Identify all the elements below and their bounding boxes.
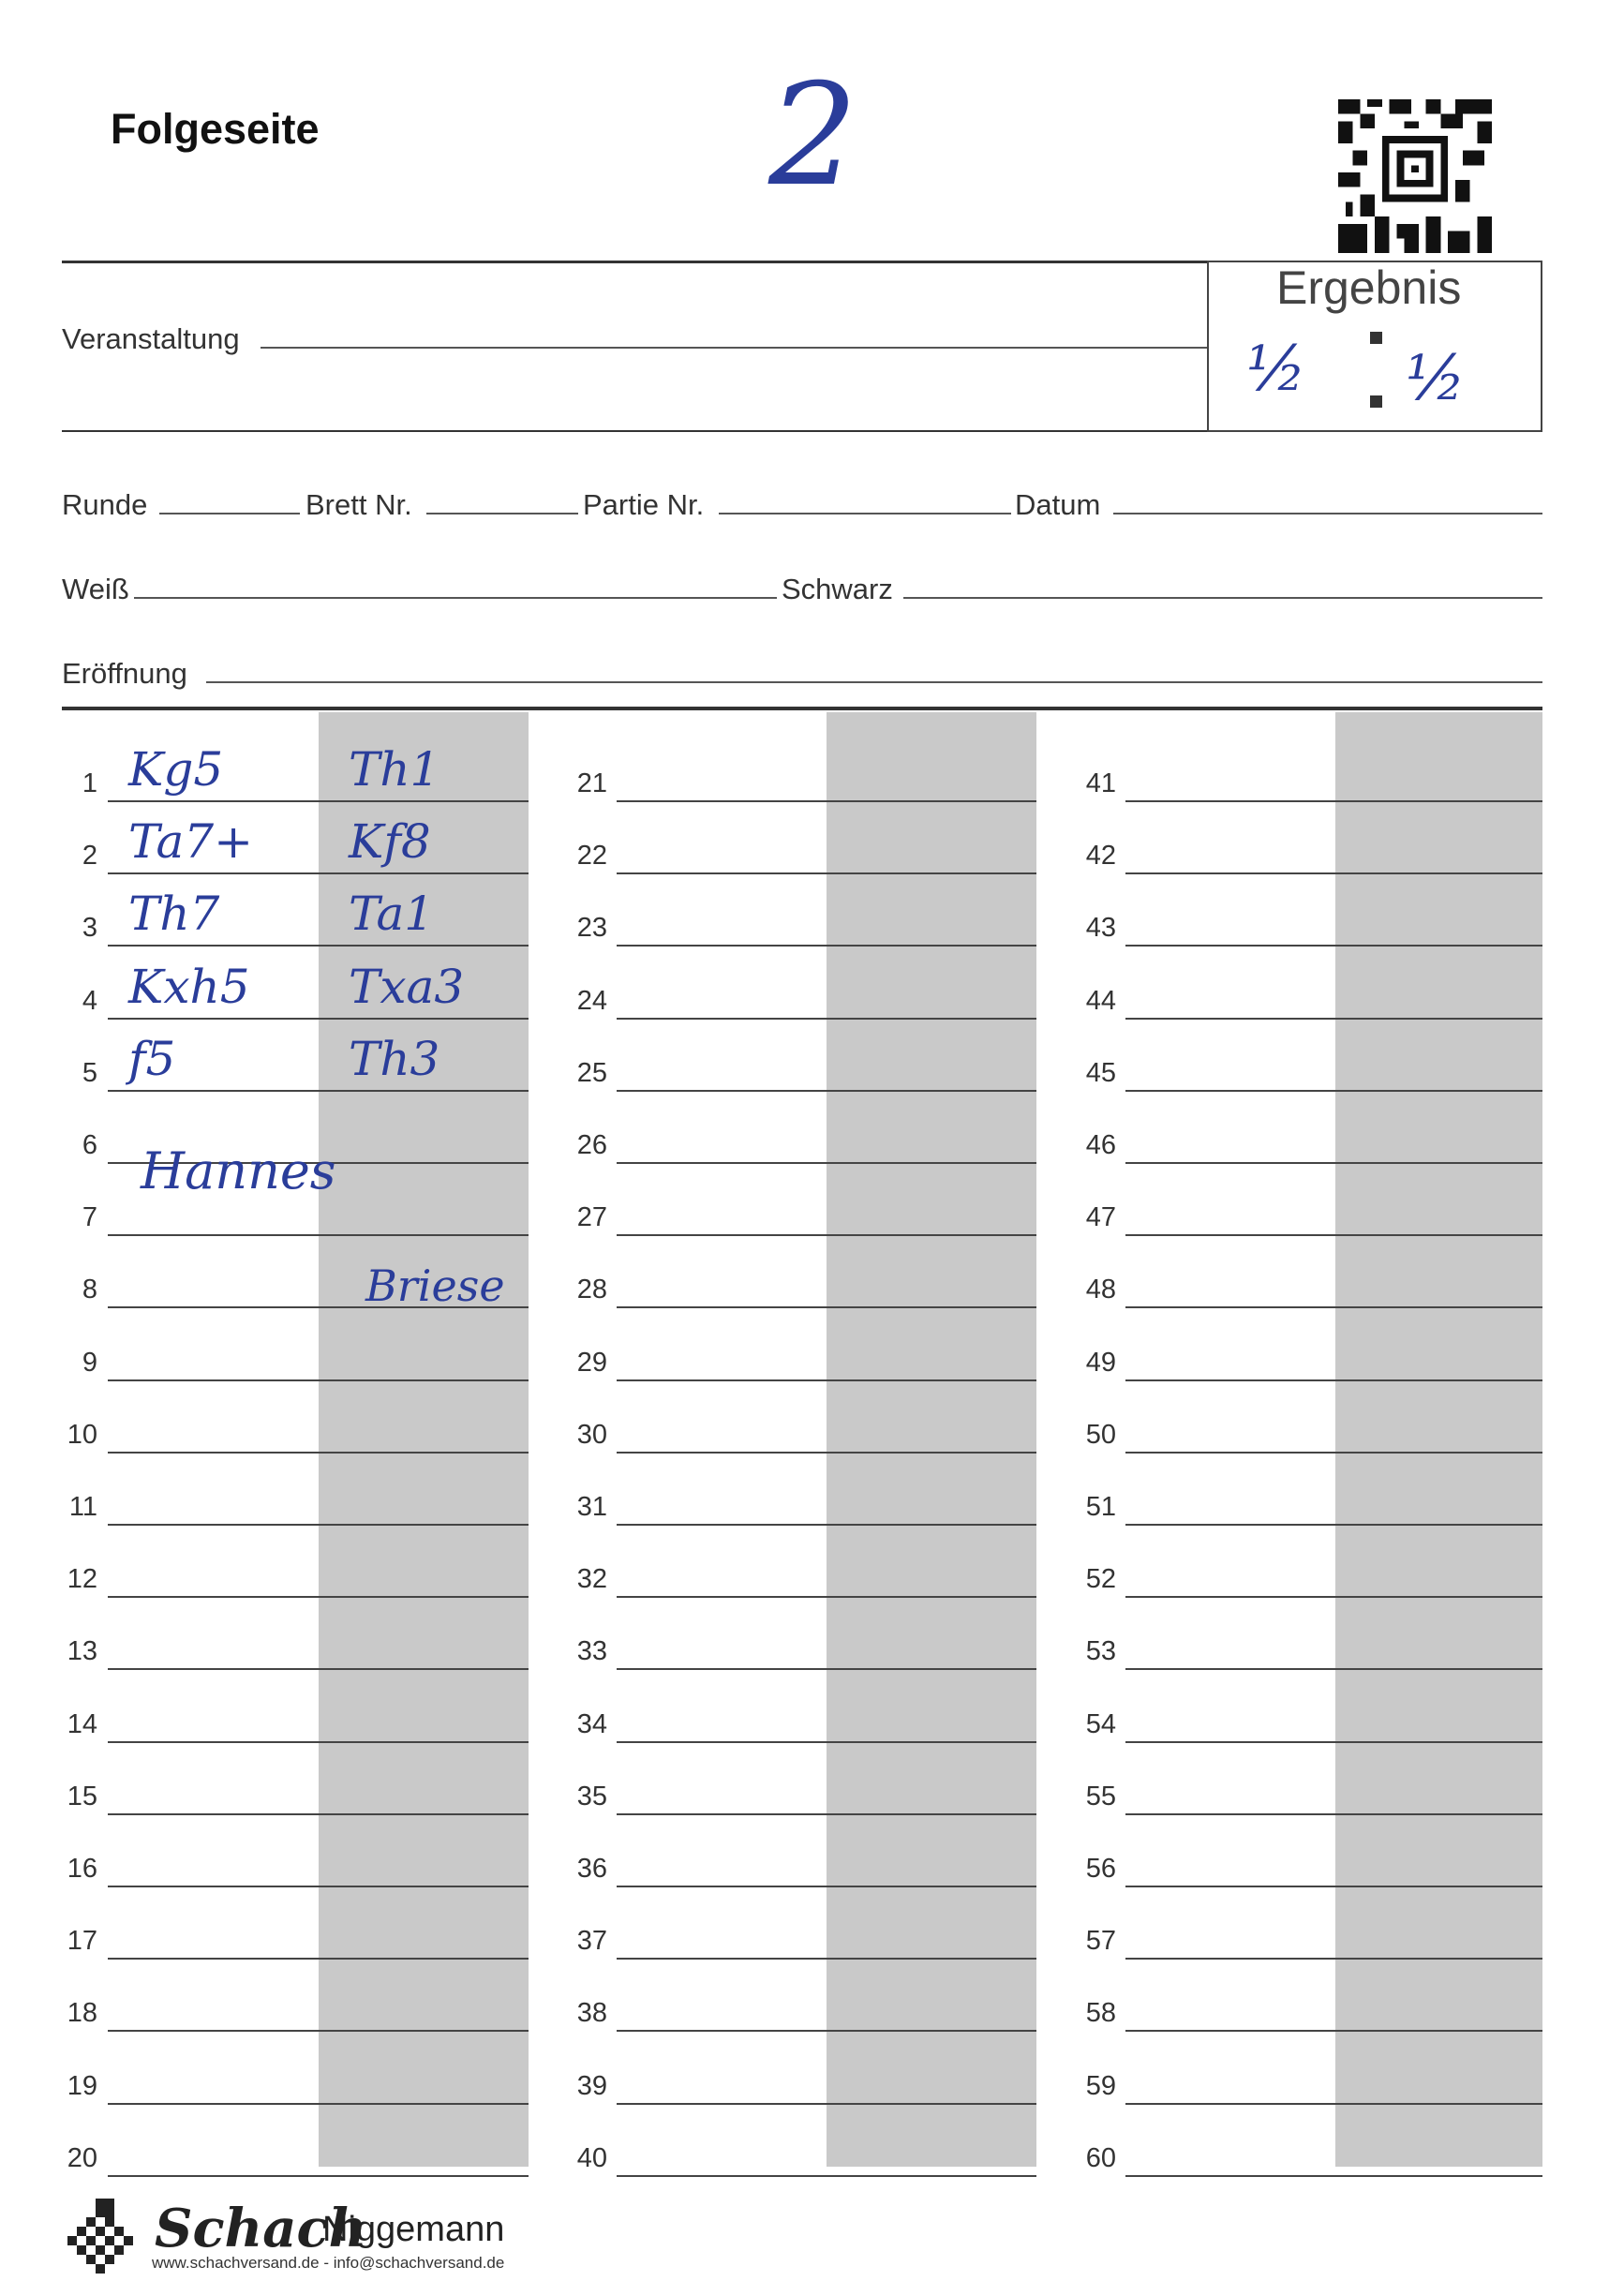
schwarz-field[interactable] [903, 597, 1542, 599]
move-row-line [108, 2175, 529, 2177]
move-number: 10 [67, 1420, 97, 1450]
move-row-line [108, 2030, 529, 2032]
move-number: 2 [82, 841, 97, 871]
move-row-line [617, 1596, 1036, 1598]
move-number: 16 [67, 1854, 97, 1884]
runde-field[interactable] [159, 513, 300, 514]
move-number: 53 [1085, 1636, 1116, 1666]
move-row-line [617, 1452, 1036, 1454]
header-bottom-rule [62, 430, 1207, 432]
result-white-score[interactable]: ½ [1246, 333, 1306, 405]
black-moves-shade-col-2 [827, 712, 1036, 2167]
white-move[interactable]: Th7 [128, 887, 220, 941]
move-row-line [108, 2103, 529, 2105]
runde-label: Runde [62, 488, 148, 521]
result-black-score[interactable]: ½ [1406, 342, 1466, 414]
move-number: 51 [1085, 1492, 1116, 1522]
move-number: 37 [576, 1926, 607, 1956]
footer-brand: Schach [155, 2198, 367, 2259]
move-number: 25 [576, 1058, 607, 1088]
move-row-line [617, 2103, 1036, 2105]
move-number: 50 [1085, 1420, 1116, 1450]
move-number: 24 [576, 986, 607, 1016]
move-row-line [108, 1596, 529, 1598]
move-number: 42 [1085, 841, 1116, 871]
move-number: 23 [576, 913, 607, 943]
move-row-line [617, 1162, 1036, 1164]
move-row-line [617, 1090, 1036, 1092]
move-number: 39 [576, 2071, 607, 2101]
move-row-line [108, 1524, 529, 1526]
move-row-line [108, 1379, 529, 1381]
moves-table-top-rule [62, 707, 1542, 710]
eroeffnung-field[interactable] [206, 681, 1542, 683]
move-number: 33 [576, 1636, 607, 1666]
white-move[interactable]: Kxh5 [128, 960, 250, 1014]
move-number: 17 [67, 1926, 97, 1956]
move-row-line [1125, 872, 1542, 874]
partie-field[interactable] [719, 513, 1011, 514]
move-row-line [1125, 1018, 1542, 1020]
footer-contact: www.schachversand.de - info@schachversand.de [152, 2254, 505, 2272]
move-number: 18 [67, 1998, 97, 2028]
move-row-line [108, 1958, 529, 1960]
white-player-signature: Hannes [141, 1141, 336, 1200]
move-row-line [1125, 1452, 1542, 1454]
schwarz-label: Schwarz [782, 573, 893, 605]
page-title: Folgeseite [111, 105, 320, 153]
move-row-line [1125, 1306, 1542, 1308]
move-row-line [1125, 1162, 1542, 1164]
move-row-line [1125, 1741, 1542, 1743]
white-move[interactable]: Kg5 [128, 742, 224, 797]
move-number: 38 [576, 1998, 607, 2028]
move-row-line [617, 1524, 1036, 1526]
result-label: Ergebnis [1276, 261, 1462, 314]
move-number: 26 [576, 1130, 607, 1160]
move-row-line [1125, 1668, 1542, 1670]
move-number: 1 [82, 768, 97, 798]
move-row-line [617, 2175, 1036, 2177]
move-row-line [617, 1306, 1036, 1308]
move-number: 44 [1085, 986, 1116, 1016]
move-row-line [1125, 1958, 1542, 1960]
move-number: 19 [67, 2071, 97, 2101]
move-number: 12 [67, 1564, 97, 1594]
move-number: 20 [67, 2143, 97, 2173]
move-row-line [617, 1379, 1036, 1381]
move-row-line [617, 2030, 1036, 2032]
handwritten-page-number: 2 [768, 54, 858, 217]
move-number: 32 [576, 1564, 607, 1594]
move-number: 45 [1085, 1058, 1116, 1088]
move-row-line [617, 1668, 1036, 1670]
datum-field[interactable] [1113, 513, 1542, 514]
move-number: 59 [1085, 2071, 1116, 2101]
move-number: 31 [576, 1492, 607, 1522]
move-number: 52 [1085, 1564, 1116, 1594]
qr-code-icon [1338, 99, 1492, 253]
move-number: 28 [576, 1275, 607, 1305]
move-row-line [108, 1813, 529, 1815]
move-row-line [108, 1886, 529, 1887]
brett-field[interactable] [426, 513, 578, 514]
move-number: 48 [1085, 1275, 1116, 1305]
move-number: 58 [1085, 1998, 1116, 2028]
move-row-line [1125, 1813, 1542, 1815]
move-row-line [617, 1741, 1036, 1743]
move-row-line [108, 1234, 529, 1236]
brett-label: Brett Nr. [305, 488, 412, 521]
datum-label: Datum [1015, 488, 1101, 521]
move-number: 11 [68, 1492, 97, 1522]
move-number: 54 [1085, 1709, 1116, 1739]
move-number: 8 [82, 1275, 97, 1305]
move-number: 3 [82, 913, 97, 943]
black-move[interactable]: Txa3 [349, 960, 465, 1014]
move-row-line [617, 1958, 1036, 1960]
chess-board-logo-icon [67, 2199, 142, 2274]
move-row-line [1125, 1596, 1542, 1598]
move-number: 15 [67, 1782, 97, 1811]
move-number: 35 [576, 1782, 607, 1811]
move-number: 46 [1085, 1130, 1116, 1160]
move-number: 47 [1085, 1202, 1116, 1232]
move-row-line [1125, 1886, 1542, 1887]
move-row-line [108, 800, 529, 802]
move-number: 6 [82, 1130, 97, 1160]
black-move[interactable]: Th1 [349, 742, 440, 797]
white-move[interactable]: Ta7+ [128, 814, 253, 869]
move-row-line [108, 1741, 529, 1743]
move-number: 56 [1085, 1854, 1116, 1884]
move-number: 29 [576, 1348, 607, 1378]
move-row-line [1125, 1234, 1542, 1236]
move-number: 40 [576, 2143, 607, 2173]
weiss-label: Weiß [62, 573, 129, 605]
move-row-line [617, 1813, 1036, 1815]
move-number: 34 [576, 1709, 607, 1739]
move-row-line [1125, 2175, 1542, 2177]
move-row-line [617, 1234, 1036, 1236]
black-move[interactable]: Ta1 [349, 887, 435, 941]
move-row-line [1125, 800, 1542, 802]
move-row-line [617, 872, 1036, 874]
move-number: 60 [1085, 2143, 1116, 2173]
move-row-line [617, 945, 1036, 947]
move-row-line [617, 1018, 1036, 1020]
black-move[interactable]: Kf8 [349, 814, 431, 869]
move-row-line [1125, 945, 1542, 947]
veranstaltung-label: Veranstaltung [62, 322, 240, 355]
move-number: 13 [67, 1636, 97, 1666]
move-row-line [108, 945, 529, 947]
move-number: 30 [576, 1420, 607, 1450]
black-move[interactable]: Th3 [349, 1032, 440, 1086]
move-row-line [108, 1090, 529, 1092]
move-number: 21 [576, 768, 607, 798]
move-number: 49 [1085, 1348, 1116, 1378]
move-number: 41 [1085, 768, 1116, 798]
move-row-line [108, 1452, 529, 1454]
move-number: 43 [1085, 913, 1116, 943]
black-moves-shade-col-3 [1335, 712, 1542, 2167]
move-number: 36 [576, 1854, 607, 1884]
partie-label: Partie Nr. [583, 488, 705, 521]
move-number: 27 [576, 1202, 607, 1232]
white-move[interactable]: f5 [128, 1032, 176, 1086]
move-number: 22 [576, 841, 607, 871]
move-number: 55 [1085, 1782, 1116, 1811]
eroeffnung-label: Eröffnung [62, 657, 187, 690]
move-row-line [108, 1668, 529, 1670]
move-row-line [1125, 1090, 1542, 1092]
move-row-line [1125, 2030, 1542, 2032]
move-number: 14 [67, 1709, 97, 1739]
move-row-line [1125, 1379, 1542, 1381]
veranstaltung-field[interactable] [261, 347, 1207, 349]
header-top-rule [62, 261, 1207, 263]
move-number: 5 [82, 1058, 97, 1088]
weiss-field[interactable] [134, 597, 777, 599]
move-row-line [1125, 2103, 1542, 2105]
move-row-line [108, 872, 529, 874]
move-row-line [617, 800, 1036, 802]
move-number: 9 [82, 1348, 97, 1378]
result-colon-dot-top [1370, 332, 1382, 344]
move-number: 57 [1085, 1926, 1116, 1956]
black-player-signature: Briese [365, 1260, 505, 1311]
move-number: 7 [82, 1202, 97, 1232]
move-row-line [1125, 1524, 1542, 1526]
move-number: 4 [82, 986, 97, 1016]
move-row-line [108, 1018, 529, 1020]
footer-name: Niggemann [322, 2210, 505, 2249]
move-row-line [617, 1886, 1036, 1887]
result-colon-dot-bottom [1370, 395, 1382, 408]
